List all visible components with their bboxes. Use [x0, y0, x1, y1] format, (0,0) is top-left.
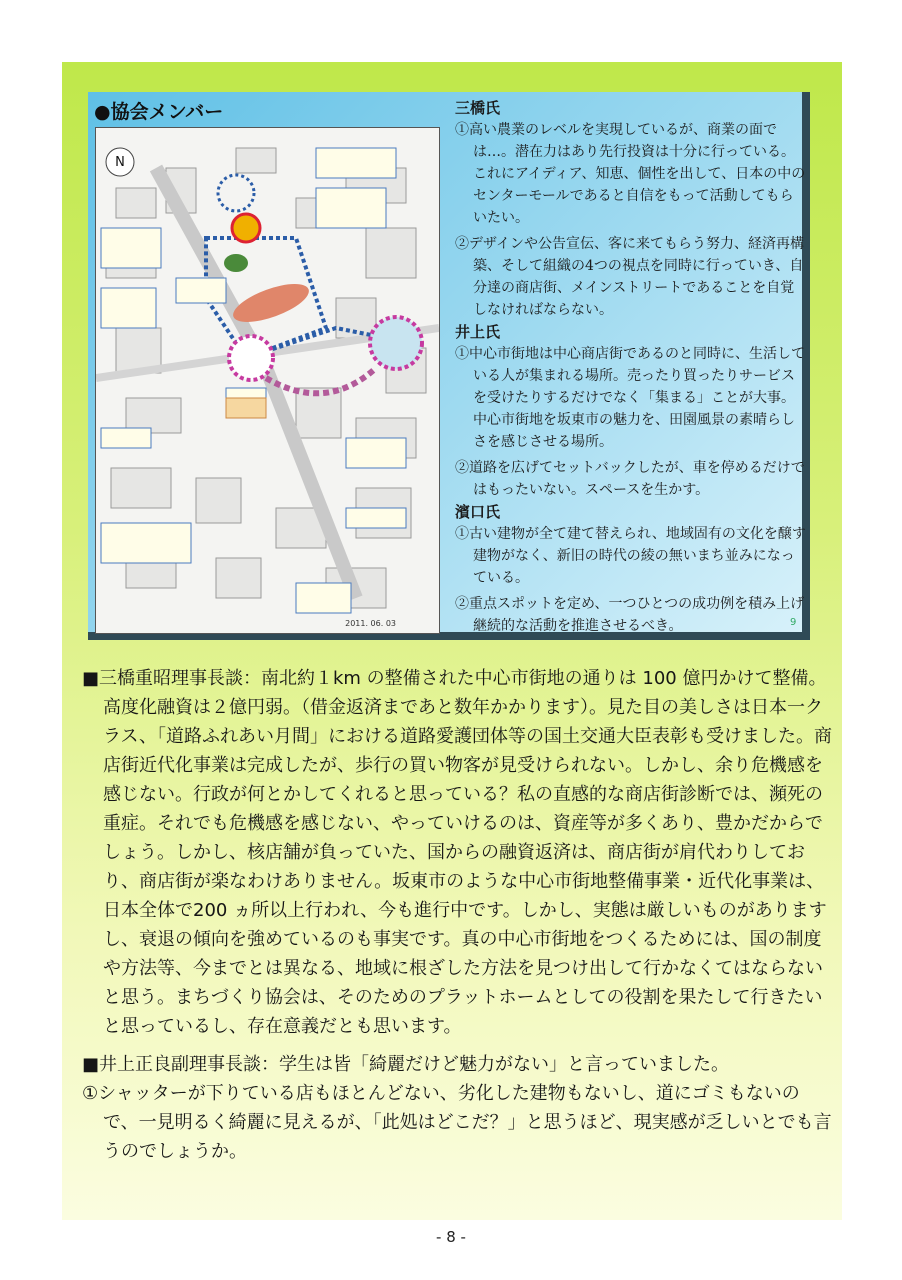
vice-chairman-comment-item: ①シャッターが下りている店もほとんどない、劣化した建物もないし、道にゴミもないので、一見明るく綺麗に見えるが、「此処はどこだ？」と思うほど、現実感が乏しいとでも言うのでしょうか。	[82, 1083, 832, 1162]
page-number: - 8 -	[436, 1228, 466, 1246]
member-name-mitsuhashi: 三橋氏	[455, 99, 501, 117]
member-comments	[455, 97, 807, 637]
member-comment: ①中心市街地は中心商店街であるのと同時に、生活している人が集まれる場所。売ったり買ったりサービスを受けたりするだけでなく「集まる」ことが大事。中心市街地を坂東市の魅力を、田園風景の素晴らしさを感じさせる場所。	[455, 346, 805, 450]
member-name-hamaguchi: 濱口氏	[455, 503, 501, 521]
member-comment: ①高い農業のレベルを実現しているが、商業の面では…。潜在力はあり先行投資は十分に行っている。これにアイディア、知恵、個性を出して、日本の中のセンターモールであると自信をもって活動してもらいたい。	[455, 122, 806, 226]
member-comment: ②デザインや公告宣伝、客に来てもらう努力、経済再構築、そして組織の4つの視点を同時に行っていき、自分達の商店街、メインストリートであることを自覚しなければならない。	[455, 236, 805, 318]
town-map-image	[95, 127, 440, 634]
slide-page-number: 9	[790, 617, 797, 628]
north-arrow-label: N	[115, 155, 125, 170]
member-comment: ②重点スポットを定め、一つひとつの成功例を積み上げ継続的な活動を推進させるべき。	[455, 596, 805, 634]
chairman-comment-paragraph: ■三橋重昭理事長談：南北約１km の整備された中心市街地の通りは 100 億円かけて整備。高度化融資は２億円弱。（借金返済まであと数年かかります）。見た目の美しさは日本一クラス、「道路ふれあい月間」における道路愛護団体等の国土交通大臣表彰も受けました。商店街近代化事業は完成したが、歩行の買い物客が見受けられない。しかし、余り危機感を感じない。行政が何とかしてくれると思っている？私の直感的な商店街診断では、瀕死の重症。それでも危機感を感じない、やっていけるのは、資産等が多くあり、豊かだからでしょう。しかし、核店舗が負っていた、国からの融資返済は、商店街が肩代わりしており、商店街が楽なわけありません。坂東市のような中心市街地整備事業・近代化事業は、日本全体で200 ヵ所以上行われ、今も進行中です。しかし、実態は厳しいものがありますし、衰退の傾向を強めているのも事実です。真の中心市街地をつくるためには、国の制度や方法等、今までとは異なる、地域に根ざした方法を見つけ出して行かなくてはならないと思う。まちづくり協会は、そのためのプラットホームとしての役割を果たして行きたいと思っているし、存在意義だとも思います。	[82, 668, 832, 1037]
map-drawing	[96, 128, 439, 633]
member-comment: ②道路を広げてセットバックしたが、車を停めるだけではもったいない。スペースを生かす。	[455, 460, 805, 498]
map-date-label: 2011. 06. 03	[345, 619, 396, 628]
article-body	[82, 664, 832, 1166]
vice-chairman-comment-paragraph: ■井上正良副理事長談：学生は皆「綺麗だけど魅力がない」と言っていました。	[82, 1054, 730, 1075]
slide-title: ●協会メンバー	[94, 101, 224, 123]
member-comment: ①古い建物が全て建て替えられ、地域固有の文化を醸す建物がなく、新旧の時代の綾の無いまち並みになっている。	[455, 526, 806, 586]
member-name-inoue: 井上氏	[455, 323, 501, 341]
